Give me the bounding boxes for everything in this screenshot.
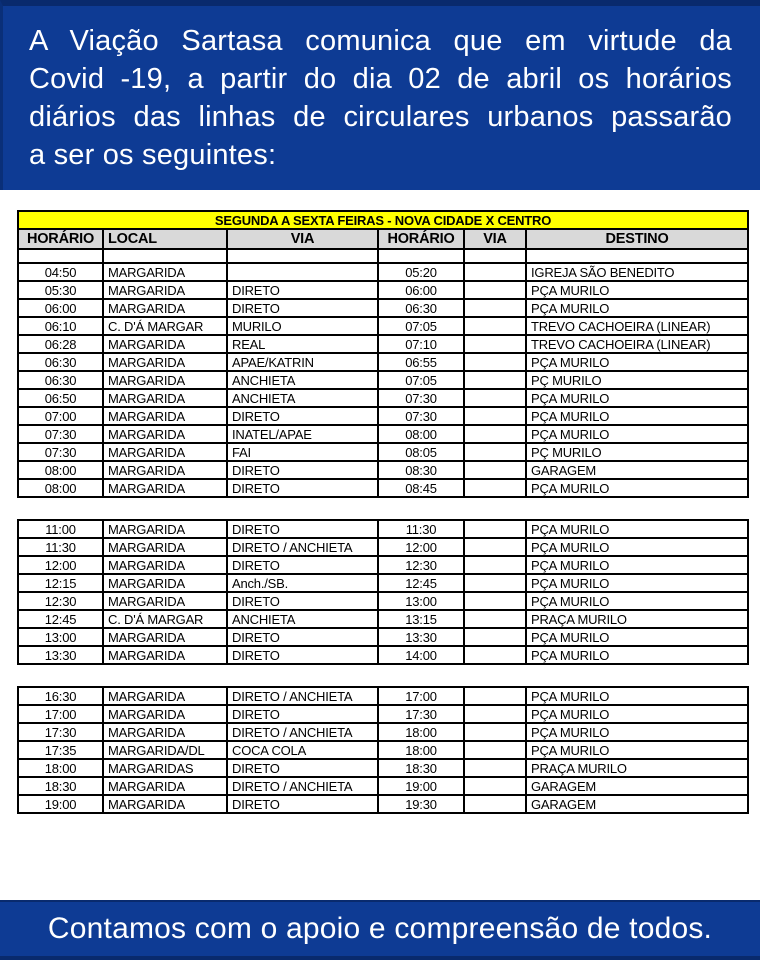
cell-horario-saida: 18:30 bbox=[18, 777, 103, 795]
cell-horario-chegada: 08:00 bbox=[378, 425, 464, 443]
cell-local: MARGARIDA bbox=[103, 443, 227, 461]
cell-horario-saida bbox=[18, 249, 103, 263]
cell-horario-chegada: 06:00 bbox=[378, 281, 464, 299]
cell-horario-saida: 19:00 bbox=[18, 795, 103, 813]
cell-destino: PÇA MURILO bbox=[526, 687, 748, 705]
cell-horario-chegada: 19:00 bbox=[378, 777, 464, 795]
announcement-text bbox=[29, 22, 732, 136]
cell-horario-chegada: 08:05 bbox=[378, 443, 464, 461]
cell-destino: PÇ MURILO bbox=[526, 443, 748, 461]
table-row bbox=[18, 353, 748, 371]
cell-horario-saida: 11:00 bbox=[18, 520, 103, 538]
cell-horario-chegada: 07:05 bbox=[378, 317, 464, 335]
cell-horario-chegada: 06:55 bbox=[378, 353, 464, 371]
cell-via-2 bbox=[464, 520, 526, 538]
cell-destino: IGREJA SÃO BENEDITO bbox=[526, 263, 748, 281]
announcement-line: diários das linhas de circulares urbanos passarão bbox=[29, 101, 732, 133]
schedule-area bbox=[0, 190, 760, 814]
cell-horario-saida: 12:45 bbox=[18, 610, 103, 628]
table-row bbox=[18, 317, 748, 335]
cell-via: DIRETO bbox=[227, 592, 378, 610]
cell-horario-chegada: 13:15 bbox=[378, 610, 464, 628]
cell-via-2 bbox=[464, 556, 526, 574]
cell-horario-saida: 07:30 bbox=[18, 443, 103, 461]
announcement-line: a ser os seguintes: bbox=[29, 139, 277, 171]
cell-horario-saida: 06:30 bbox=[18, 371, 103, 389]
cell-horario-chegada: 07:10 bbox=[378, 335, 464, 353]
cell-destino: PÇA MURILO bbox=[526, 353, 748, 371]
cell-via: FAI bbox=[227, 443, 378, 461]
cell-via: DIRETO / ANCHIETA bbox=[227, 538, 378, 556]
cell-via: DIRETO bbox=[227, 299, 378, 317]
cell-local: MARGARIDA bbox=[103, 777, 227, 795]
cell-via: DIRETO / ANCHIETA bbox=[227, 723, 378, 741]
column-header-horario: HORÁRIO bbox=[18, 229, 103, 249]
schedule-table-midday bbox=[17, 519, 749, 665]
table-row bbox=[18, 407, 748, 425]
cell-horario-saida: 07:30 bbox=[18, 425, 103, 443]
announcement-line: A Viação Sartasa comunica que em virtude da bbox=[29, 25, 732, 57]
cell-local: MARGARIDA bbox=[103, 795, 227, 813]
cell-horario-chegada: 18:00 bbox=[378, 723, 464, 741]
cell-via-2 bbox=[464, 610, 526, 628]
cell-via: INATEL/APAE bbox=[227, 425, 378, 443]
cell-destino: PÇA MURILO bbox=[526, 407, 748, 425]
cell-via-2 bbox=[464, 317, 526, 335]
cell-destino: PÇA MURILO bbox=[526, 281, 748, 299]
cell-via: DIRETO bbox=[227, 646, 378, 664]
cell-via bbox=[227, 249, 378, 263]
table-row bbox=[18, 741, 748, 759]
cell-via-2 bbox=[464, 479, 526, 497]
table-title-row bbox=[18, 211, 748, 229]
cell-destino: GARAGEM bbox=[526, 795, 748, 813]
cell-via-2 bbox=[464, 249, 526, 263]
cell-horario-saida: 17:00 bbox=[18, 705, 103, 723]
cell-horario-chegada: 07:30 bbox=[378, 407, 464, 425]
cell-destino: PÇA MURILO bbox=[526, 425, 748, 443]
table-row bbox=[18, 371, 748, 389]
cell-via-2 bbox=[464, 759, 526, 777]
cell-via-2 bbox=[464, 281, 526, 299]
table-row bbox=[18, 574, 748, 592]
cell-via: DIRETO / ANCHIETA bbox=[227, 777, 378, 795]
cell-local: MARGARIDA bbox=[103, 592, 227, 610]
cell-local: MARGARIDA bbox=[103, 723, 227, 741]
cell-destino: PÇA MURILO bbox=[526, 592, 748, 610]
cell-via: DIRETO bbox=[227, 479, 378, 497]
cell-local: MARGARIDA bbox=[103, 628, 227, 646]
cell-horario-chegada: 13:00 bbox=[378, 592, 464, 610]
table-row bbox=[18, 443, 748, 461]
cell-destino: PÇA MURILO bbox=[526, 556, 748, 574]
cell-local: MARGARIDA bbox=[103, 335, 227, 353]
table-row bbox=[18, 249, 748, 263]
cell-horario-saida: 06:30 bbox=[18, 353, 103, 371]
cell-local: MARGARIDA bbox=[103, 407, 227, 425]
table-row bbox=[18, 646, 748, 664]
cell-via-2 bbox=[464, 741, 526, 759]
column-header-via-2: VIA bbox=[464, 229, 526, 249]
cell-destino: TREVO CACHOEIRA (LINEAR) bbox=[526, 317, 748, 335]
cell-destino: PÇA MURILO bbox=[526, 741, 748, 759]
cell-local: MARGARIDA bbox=[103, 574, 227, 592]
table-row bbox=[18, 723, 748, 741]
cell-via-2 bbox=[464, 777, 526, 795]
column-header-row bbox=[18, 229, 748, 249]
cell-via-2 bbox=[464, 538, 526, 556]
cell-local: MARGARIDA bbox=[103, 687, 227, 705]
table-title: SEGUNDA A SEXTA FEIRAS - NOVA CIDADE X CENTRO bbox=[18, 211, 748, 229]
cell-via: DIRETO bbox=[227, 407, 378, 425]
table-row bbox=[18, 299, 748, 317]
cell-horario-chegada: 12:00 bbox=[378, 538, 464, 556]
cell-via-2 bbox=[464, 425, 526, 443]
cell-destino: PÇA MURILO bbox=[526, 705, 748, 723]
cell-local bbox=[103, 249, 227, 263]
cell-horario-saida: 17:35 bbox=[18, 741, 103, 759]
cell-destino: PÇA MURILO bbox=[526, 723, 748, 741]
cell-horario-saida: 06:10 bbox=[18, 317, 103, 335]
table-row bbox=[18, 389, 748, 407]
cell-destino: PÇA MURILO bbox=[526, 646, 748, 664]
cell-via bbox=[227, 263, 378, 281]
cell-horario-chegada: 07:30 bbox=[378, 389, 464, 407]
cell-horario-chegada: 06:30 bbox=[378, 299, 464, 317]
cell-local: MARGARIDA bbox=[103, 353, 227, 371]
cell-destino: GARAGEM bbox=[526, 461, 748, 479]
cell-via: DIRETO bbox=[227, 520, 378, 538]
cell-via-2 bbox=[464, 371, 526, 389]
cell-destino: PÇA MURILO bbox=[526, 389, 748, 407]
cell-destino: PÇ MURILO bbox=[526, 371, 748, 389]
cell-destino: PÇA MURILO bbox=[526, 574, 748, 592]
cell-horario-saida: 06:28 bbox=[18, 335, 103, 353]
cell-via-2 bbox=[464, 705, 526, 723]
table-row bbox=[18, 610, 748, 628]
cell-via: DIRETO bbox=[227, 461, 378, 479]
cell-destino: TREVO CACHOEIRA (LINEAR) bbox=[526, 335, 748, 353]
cell-local: MARGARIDA/DL bbox=[103, 741, 227, 759]
column-header-via: VIA bbox=[227, 229, 378, 249]
cell-local: MARGARIDA bbox=[103, 538, 227, 556]
cell-horario-chegada: 08:30 bbox=[378, 461, 464, 479]
footer-banner bbox=[0, 900, 760, 960]
cell-local: MARGARIDA bbox=[103, 281, 227, 299]
cell-local: MARGARIDA bbox=[103, 556, 227, 574]
cell-via: ANCHIETA bbox=[227, 371, 378, 389]
table-row bbox=[18, 592, 748, 610]
cell-via: DIRETO / ANCHIETA bbox=[227, 687, 378, 705]
column-header-destino: DESTINO bbox=[526, 229, 748, 249]
column-header-local: LOCAL bbox=[103, 229, 227, 249]
cell-horario-chegada: 17:30 bbox=[378, 705, 464, 723]
cell-via: MURILO bbox=[227, 317, 378, 335]
cell-horario-saida: 11:30 bbox=[18, 538, 103, 556]
cell-horario-chegada: 12:30 bbox=[378, 556, 464, 574]
cell-horario-saida: 17:30 bbox=[18, 723, 103, 741]
cell-horario-saida: 07:00 bbox=[18, 407, 103, 425]
cell-local: C. D'Á MARGAR bbox=[103, 610, 227, 628]
table-row bbox=[18, 461, 748, 479]
cell-via: DIRETO bbox=[227, 628, 378, 646]
cell-local: MARGARIDA bbox=[103, 705, 227, 723]
cell-local: MARGARIDA bbox=[103, 299, 227, 317]
cell-via: COCA COLA bbox=[227, 741, 378, 759]
cell-via: REAL bbox=[227, 335, 378, 353]
cell-horario-chegada: 07:05 bbox=[378, 371, 464, 389]
cell-local: MARGARIDA bbox=[103, 520, 227, 538]
cell-horario-saida: 04:50 bbox=[18, 263, 103, 281]
schedule-table-morning bbox=[17, 210, 749, 498]
cell-via: DIRETO bbox=[227, 795, 378, 813]
cell-via: DIRETO bbox=[227, 705, 378, 723]
table-row bbox=[18, 759, 748, 777]
cell-horario-chegada: 17:00 bbox=[378, 687, 464, 705]
cell-via-2 bbox=[464, 389, 526, 407]
table-row bbox=[18, 556, 748, 574]
cell-horario-saida: 12:00 bbox=[18, 556, 103, 574]
cell-horario-chegada: 18:00 bbox=[378, 741, 464, 759]
table-row bbox=[18, 628, 748, 646]
cell-horario-chegada: 19:30 bbox=[378, 795, 464, 813]
table-row bbox=[18, 520, 748, 538]
cell-horario-saida: 06:50 bbox=[18, 389, 103, 407]
cell-local: MARGARIDAS bbox=[103, 759, 227, 777]
cell-via: DIRETO bbox=[227, 281, 378, 299]
table-row bbox=[18, 687, 748, 705]
cell-horario-saida: 08:00 bbox=[18, 479, 103, 497]
table-row bbox=[18, 705, 748, 723]
cell-via: APAE/KATRIN bbox=[227, 353, 378, 371]
footer-message: Contamos com o apoio e compreensão de todos. bbox=[47, 912, 713, 945]
cell-via: DIRETO bbox=[227, 759, 378, 777]
cell-horario-saida: 12:15 bbox=[18, 574, 103, 592]
table-row bbox=[18, 263, 748, 281]
cell-horario-saida: 16:30 bbox=[18, 687, 103, 705]
cell-via-2 bbox=[464, 353, 526, 371]
table-row bbox=[18, 795, 748, 813]
cell-local: MARGARIDA bbox=[103, 371, 227, 389]
schedule-table-evening bbox=[17, 686, 749, 814]
cell-destino: PRAÇA MURILO bbox=[526, 610, 748, 628]
table-row bbox=[18, 335, 748, 353]
cell-local: MARGARIDA bbox=[103, 425, 227, 443]
announcement-banner bbox=[0, 0, 760, 190]
cell-destino: PÇA MURILO bbox=[526, 520, 748, 538]
cell-local: MARGARIDA bbox=[103, 461, 227, 479]
column-header-horario-2: HORÁRIO bbox=[378, 229, 464, 249]
cell-horario-chegada: 11:30 bbox=[378, 520, 464, 538]
table-row bbox=[18, 425, 748, 443]
cell-horario-chegada: 14:00 bbox=[378, 646, 464, 664]
cell-horario-chegada: 12:45 bbox=[378, 574, 464, 592]
cell-destino bbox=[526, 249, 748, 263]
cell-via-2 bbox=[464, 443, 526, 461]
cell-via-2 bbox=[464, 628, 526, 646]
cell-via: ANCHIETA bbox=[227, 389, 378, 407]
cell-horario-chegada bbox=[378, 249, 464, 263]
table-row bbox=[18, 281, 748, 299]
cell-via-2 bbox=[464, 574, 526, 592]
table-row bbox=[18, 777, 748, 795]
cell-via-2 bbox=[464, 461, 526, 479]
cell-horario-saida: 05:30 bbox=[18, 281, 103, 299]
cell-destino: GARAGEM bbox=[526, 777, 748, 795]
cell-horario-chegada: 05:20 bbox=[378, 263, 464, 281]
cell-destino: PÇA MURILO bbox=[526, 628, 748, 646]
table-row bbox=[18, 479, 748, 497]
cell-via-2 bbox=[464, 723, 526, 741]
cell-horario-saida: 08:00 bbox=[18, 461, 103, 479]
cell-local: MARGARIDA bbox=[103, 389, 227, 407]
cell-local: MARGARIDA bbox=[103, 263, 227, 281]
cell-via-2 bbox=[464, 335, 526, 353]
table-row bbox=[18, 538, 748, 556]
announcement-line: Covid -19, a partir do dia 02 de abril os horários bbox=[29, 63, 732, 95]
cell-horario-saida: 13:30 bbox=[18, 646, 103, 664]
cell-horario-saida: 18:00 bbox=[18, 759, 103, 777]
cell-via-2 bbox=[464, 592, 526, 610]
cell-via-2 bbox=[464, 646, 526, 664]
cell-horario-chegada: 18:30 bbox=[378, 759, 464, 777]
cell-via: DIRETO bbox=[227, 556, 378, 574]
cell-destino: PÇA MURILO bbox=[526, 299, 748, 317]
cell-local: MARGARIDA bbox=[103, 646, 227, 664]
cell-via: Anch./SB. bbox=[227, 574, 378, 592]
cell-horario-saida: 06:00 bbox=[18, 299, 103, 317]
cell-horario-saida: 13:00 bbox=[18, 628, 103, 646]
cell-local: C. D'Á MARGAR bbox=[103, 317, 227, 335]
cell-destino: PRAÇA MURILO bbox=[526, 759, 748, 777]
cell-via-2 bbox=[464, 795, 526, 813]
cell-via: ANCHIETA bbox=[227, 610, 378, 628]
cell-destino: PÇA MURILO bbox=[526, 538, 748, 556]
cell-destino: PÇA MURILO bbox=[526, 479, 748, 497]
cell-via-2 bbox=[464, 407, 526, 425]
cell-via-2 bbox=[464, 687, 526, 705]
cell-local: MARGARIDA bbox=[103, 479, 227, 497]
cell-horario-chegada: 13:30 bbox=[378, 628, 464, 646]
cell-horario-chegada: 08:45 bbox=[378, 479, 464, 497]
cell-horario-saida: 12:30 bbox=[18, 592, 103, 610]
cell-via-2 bbox=[464, 299, 526, 317]
cell-via-2 bbox=[464, 263, 526, 281]
